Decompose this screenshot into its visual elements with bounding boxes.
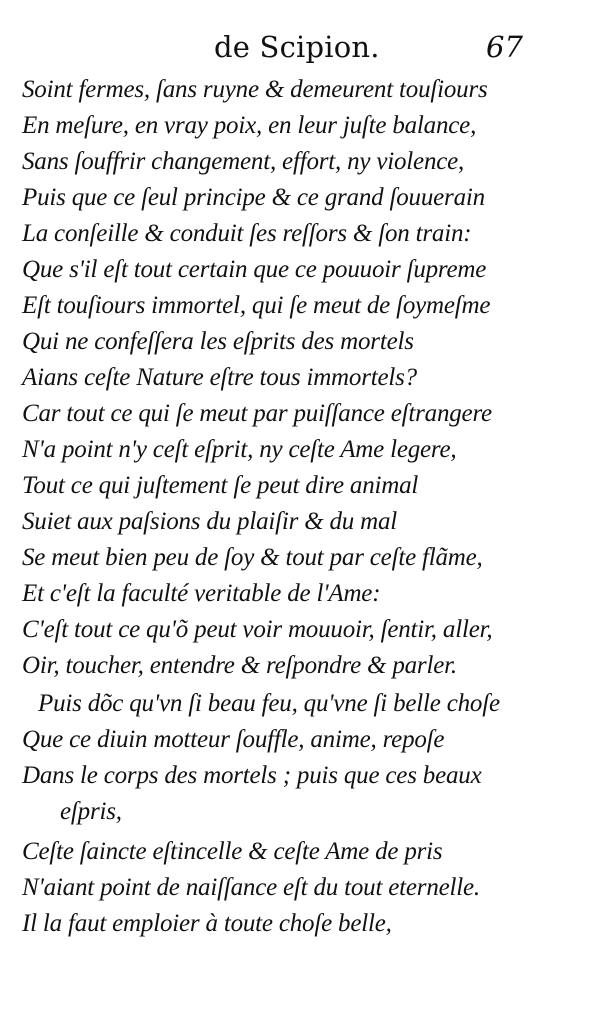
verse-line: Aians ceſte Nature eſtre tous immortels? bbox=[22, 364, 417, 391]
verse-line: Sans ſouffrir changement, effort, ny violence, bbox=[22, 148, 465, 175]
verse-line: Ceſte ſaincte eſtincelle & ceſte Ame de pris bbox=[22, 838, 443, 865]
verse-line: Eſt touſiours immortel, qui ſe meut de ſoymeſme bbox=[22, 292, 491, 319]
verse-line: Car tout ce qui ſe meut par puiſſance eſtrangere bbox=[22, 400, 492, 427]
verse-line: C'eſt tout ce qu'õ peut voir mouuoir, ſentir, aller, bbox=[22, 616, 493, 643]
verse-line: Se meut bien peu de ſoy & tout par ceſte flãme, bbox=[22, 544, 483, 571]
verse-line: Il la faut emploier à toute choſe belle, bbox=[22, 910, 392, 937]
running-head: de Scipion. bbox=[214, 30, 380, 64]
verse-line: En meſure, en vray poix, en leur juſte balance, bbox=[22, 112, 477, 139]
verse-line: Soint fermes, ſans ruyne & demeurent touſiours bbox=[22, 76, 488, 103]
verse-line: Suiet aux paſsions du plaiſir & du mal bbox=[22, 508, 398, 535]
verse-line: Que s'il eſt tout certain que ce pouuoir ſupreme bbox=[22, 256, 487, 283]
verse-line: Puis dõc qu'vn ſi beau feu, qu'vne ſi belle choſe bbox=[38, 690, 500, 717]
page-header bbox=[0, 30, 597, 70]
verse-line: Que ce diuin motteur ſouffle, anime, repoſe bbox=[22, 726, 445, 753]
page-number: 67 bbox=[486, 30, 523, 64]
verse-line: Puis que ce ſeul principe & ce grand ſouuerain bbox=[22, 184, 485, 211]
verse-line: Oir, toucher, entendre & reſpondre & parler. bbox=[22, 652, 457, 679]
verse-line: N'a point n'y ceſt eſprit, ny ceſte Ame legere, bbox=[22, 436, 457, 463]
verse-line: Et c'eſt la faculté veritable de l'Ame: bbox=[22, 580, 381, 607]
verse-line: Qui ne confeſſera les eſprits des mortels bbox=[22, 328, 414, 355]
verse-line: La conſeille & conduit ſes reſſors & ſon train: bbox=[22, 220, 472, 247]
verse-line: Dans le corps des mortels ; puis que ces beaux bbox=[22, 762, 482, 789]
verse-line: N'aiant point de naiſſance eſt du tout eternelle. bbox=[22, 874, 480, 901]
verse-line-turnover: eſpris, bbox=[60, 798, 122, 825]
verse-line: Tout ce qui juſtement ſe peut dire animal bbox=[22, 472, 419, 499]
